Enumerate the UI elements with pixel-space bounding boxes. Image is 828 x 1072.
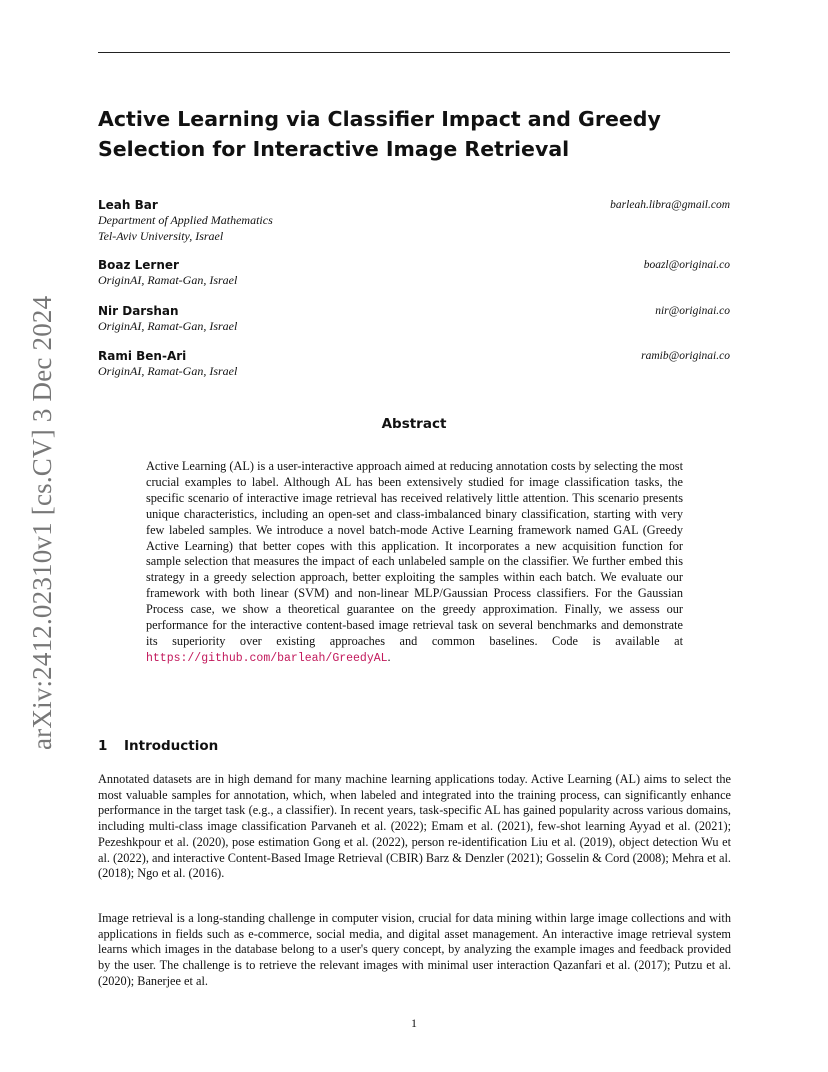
intro-paragraph: Annotated datasets are in high demand for many machine learning applications today. Active Learning (AL) aims to select the most valuable samples for annotation, which, when labeled and integrated into the training process, can significantly enhance performance in the target task (e.g., a classifier). In recent years, task-specific AL has gained popularity across various domains, including multi-class image classification Parvaneh et al. (2022); Emam et al. (2021), few-shot learning Ayyad et al. (2021); Pezeshkpour et al. (2020), pose estimation Gong et al. (2022), person re-identification Liu et al. (2019), object detection Wu et al. (2022), and interactive Content-Based Image Retrieval (CBIR) Barz & Denzler (2021); Gosselin & Cord (2008); Mehra et al. (2018); Ngo et al. (2016).: [98, 772, 731, 881]
author-name: Boaz Lerner: [98, 258, 179, 272]
author-block: [98, 303, 730, 335]
code-link[interactable]: https://github.com/barleah/GreedyAL: [146, 651, 388, 665]
section-title: Introduction: [124, 738, 219, 754]
author-block: [98, 197, 730, 244]
author-affiliation: Department of Applied Mathematics: [98, 213, 273, 227]
section-heading: [98, 738, 218, 754]
author-block: [98, 348, 730, 380]
author-affiliation: Tel-Aviv University, Israel: [98, 228, 224, 243]
author-name: Leah Bar: [98, 198, 158, 212]
author-email: boazl@originai.co: [643, 259, 730, 271]
author-name: Nir Darshan: [98, 304, 179, 318]
paper-title: Active Learning via Classifier Impact and Greedy Selection for Interactive Image Retrieval: [98, 107, 661, 161]
author-email: ramib@originai.co: [641, 350, 730, 362]
abstract-text: Active Learning (AL) is a user-interactive approach aimed at reducing annotation costs by selecting the most crucial examples to label. Although AL has been extensively studied for image classification tasks, the specific scenario of interactive image retrieval has received relatively little attention. This scenario presents unique characteristics, including an open-set and class-imbalanced binary classification, starting with very few labeled samples. We introduce a novel batch-mode Active Learning framework named GAL (Greedy Active Learning) that better copes with this application. It incorporates a new acquisition function for sample selection that measures the impact of each unlabeled sample on the classifier. We further embed this strategy in a greedy selection approach, better exploiting the samples within each batch. We evaluate our framework with both linear (SVM) and non-linear MLP/Gaussian Process classifiers. For the Gaussian Process case, we show a theoretical guarantee on the greedy approximation. Finally, we assess our performance for the interactive content-based image retrieval task on several benchmarks and demonstrate its superiority over existing approaches and common baselines. Code is available at: [146, 459, 683, 648]
author-name: Rami Ben-Ari: [98, 349, 187, 363]
top-rule: [98, 52, 730, 53]
page-number: 1: [411, 1016, 417, 1030]
author-email: barleah.libra@gmail.com: [610, 199, 730, 211]
abstract-body: [146, 459, 683, 667]
author-email: nir@originai.co: [655, 305, 730, 317]
author-affiliation: OriginAI, Ramat-Gan, Israel: [98, 364, 238, 378]
author-affiliation: OriginAI, Ramat-Gan, Israel: [98, 319, 238, 333]
arxiv-identifier: arXiv:2412.02310v1 [cs.CV] 3 Dec 2024: [27, 295, 57, 750]
section-number: 1: [98, 738, 108, 754]
abstract-end-punctuation: .: [387, 649, 391, 664]
author-affiliation: OriginAI, Ramat-Gan, Israel: [98, 273, 238, 287]
intro-paragraph: Image retrieval is a long-standing challenge in computer vision, crucial for data mining within large image collections and with applications in fields such as e-commerce, social media, and digital asset management. An interactive image retrieval system learns which images in the database belong to a user's query concept, by analyzing the example images and feedback provided by the user. The challenge is to retrieve the relevant images with minimal user interaction Qazanfari et al. (2017); Putzu et al. (2020); Banerjee et al.: [98, 911, 731, 988]
author-block: [98, 257, 730, 289]
abstract-heading: Abstract: [381, 416, 447, 432]
